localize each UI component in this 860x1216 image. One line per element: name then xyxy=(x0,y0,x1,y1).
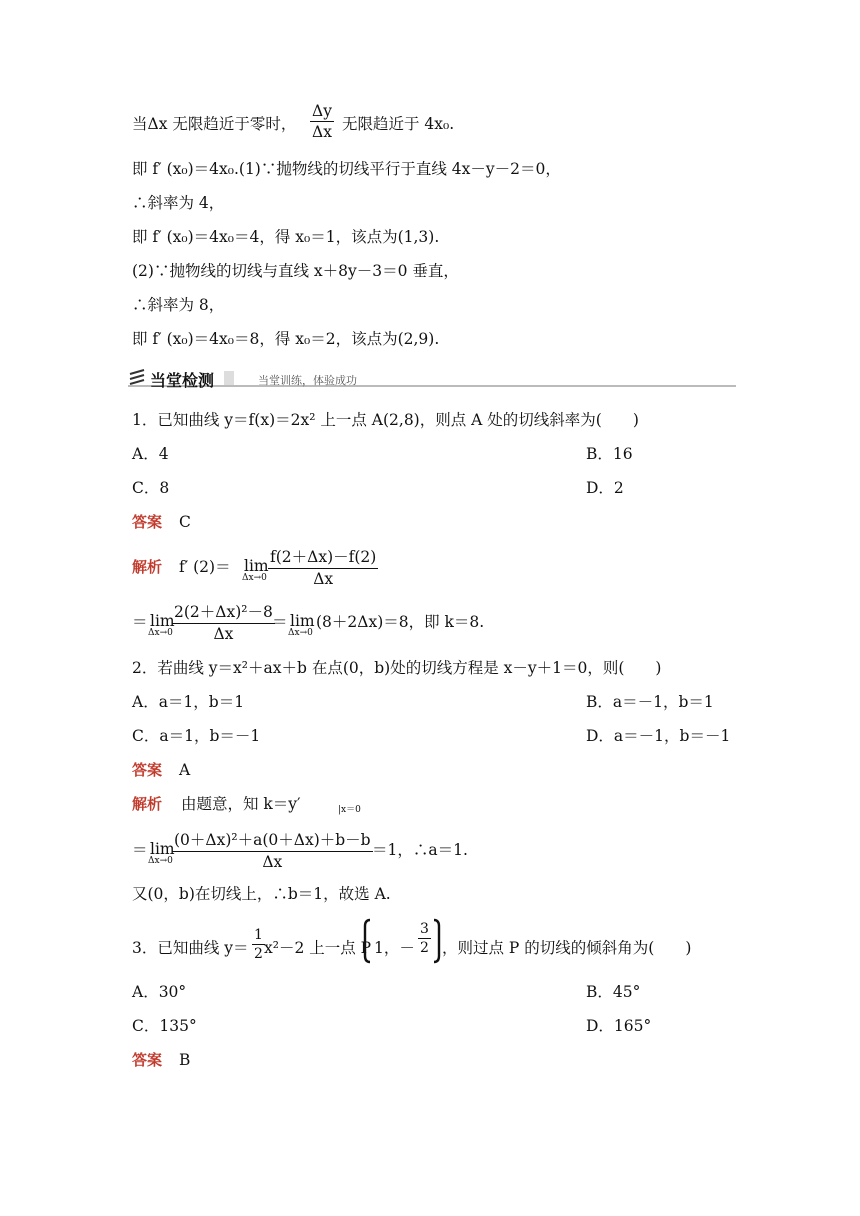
q1-answer-label: 答案 xyxy=(132,513,163,531)
q2-sol2-fraction xyxy=(172,828,373,871)
q2-option-a: A．a＝1，b＝1 xyxy=(132,693,245,711)
q1-sol1-denominator: Δx xyxy=(313,570,334,588)
q1-sol2-pre: ＝ xyxy=(132,613,148,631)
q3-answer-line xyxy=(132,1050,190,1070)
q1-sol2-numerator: 2(2＋Δx)²－8 xyxy=(172,600,275,624)
q1-option-c: C．8 xyxy=(132,479,170,497)
q2-sol1: 由题意，知 k＝y′ xyxy=(180,795,301,813)
line-6: ∴斜率为 8， xyxy=(132,296,225,314)
q3-option-b: B．45° xyxy=(586,983,641,1001)
section-title: 当堂检测 xyxy=(150,371,215,390)
line-1-pre: 当Δx 无限趋近于零时， xyxy=(132,115,297,133)
q1-answer-value: C xyxy=(178,513,191,531)
line-2: 即 f′ (x₀)＝4x₀.(1)∵抛物线的切线平行于直线 4x－y－2＝0， xyxy=(132,160,561,178)
right-bracket-icon xyxy=(432,918,442,964)
q3-half-fraction xyxy=(252,927,265,962)
q3-point-a: 1，－ xyxy=(374,939,415,957)
section-header xyxy=(128,368,736,390)
q3-stem-mid: x²－2 上一点 P xyxy=(264,939,372,957)
q3-stem-pre: 3．已知曲线 y＝ xyxy=(132,939,249,957)
q2-sol1-sub: |x＝0 xyxy=(338,805,361,815)
q2-sol2-denominator: Δx xyxy=(262,853,283,871)
line-5: (2)∵抛物线的切线与直线 x＋8y－3＝0 垂直， xyxy=(132,262,459,280)
q1-sol2-denominator: Δx xyxy=(213,625,234,643)
q1-sol2-post: (8＋2Δx)＝8，即 k＝8. xyxy=(316,613,485,631)
q1-lim-1-sub: Δx→0 xyxy=(242,573,267,583)
q3-point-fraction xyxy=(418,921,431,956)
q3-point-bracket-right xyxy=(432,918,442,968)
q1-lim-3-text: lim xyxy=(290,612,315,630)
q2-option-b: B．a＝－1，b＝1 xyxy=(586,693,714,711)
q3-stem-post: ，则过点 P 的切线的倾斜角为( ) xyxy=(442,939,692,957)
q1-option-a: A．4 xyxy=(132,445,169,463)
q1-lim-2-text: lim xyxy=(150,612,175,630)
line-1-post: 无限趋近于 4x₀. xyxy=(342,115,455,133)
section-header-decoration xyxy=(128,368,736,390)
fraction-denominator: Δx xyxy=(312,123,332,141)
q3-point-numerator: 3 xyxy=(420,921,429,937)
q3-answer-label: 答案 xyxy=(132,1051,163,1069)
q2-analysis-line-1 xyxy=(132,794,301,814)
q1-option-b: B．16 xyxy=(586,445,633,463)
line-7: 即 f′ (x₀)＝4x₀＝8，得 x₀＝2，该点为(2,9). xyxy=(132,330,440,348)
q2-answer-value: A xyxy=(178,761,191,779)
q1-stem: 1．已知曲线 y＝f(x)＝2x² 上一点 A(2,8)，则点 A 处的切线斜率为( ) xyxy=(132,411,639,429)
q1-analysis-label: 解析 xyxy=(132,558,163,576)
q2-sol3: 又(0，b)在切线上，∴b＝1，故选 A. xyxy=(132,885,391,903)
q1-sol1-numerator: f(2＋Δx)－f(2) xyxy=(268,545,378,569)
q2-analysis-label: 解析 xyxy=(132,795,163,813)
q1-lim-1 xyxy=(242,557,269,583)
q3-half-denominator: 2 xyxy=(254,946,263,962)
q3-option-c: C．135° xyxy=(132,1017,197,1035)
q1-option-d: D．2 xyxy=(586,479,624,497)
left-bracket-icon xyxy=(362,918,372,964)
line-1 xyxy=(132,114,296,134)
q1-lim-2 xyxy=(148,612,175,638)
q2-lim-text: lim xyxy=(150,840,175,858)
q1-lim-3 xyxy=(288,612,315,638)
section-subtitle: 当堂训练，体验成功 xyxy=(258,374,357,387)
q2-sol2-numerator: (0＋Δx)²＋a(0＋Δx)＋b－b xyxy=(172,828,373,852)
line-3: ∴斜率为 4， xyxy=(132,194,225,212)
q1-sol2-mid: ＝ xyxy=(272,613,288,631)
q1-lim-3-sub: Δx→0 xyxy=(288,628,313,638)
q2-stem: 2．若曲线 y＝x²＋ax＋b 在点(0，b)处的切线方程是 x－y＋1＝0，则( ) xyxy=(132,659,662,677)
line-4: 即 f′ (x₀)＝4x₀＝4，得 x₀＝1，该点为(1,3). xyxy=(132,228,440,246)
q3-option-a: A．30° xyxy=(132,983,187,1001)
q3-point-denominator: 2 xyxy=(420,940,429,956)
q2-option-c: C．a＝1，b＝－1 xyxy=(132,727,261,745)
q2-answer-label: 答案 xyxy=(132,761,163,779)
q3-answer-value: B xyxy=(178,1051,191,1069)
q2-sol2-post: ＝1，∴a＝1. xyxy=(372,841,468,859)
q2-option-d: D．a＝－1，b＝－1 xyxy=(586,727,731,745)
q3-half-numerator: 1 xyxy=(254,927,263,943)
fraction-dy-dx xyxy=(310,102,334,141)
q2-lim-sub: Δx→0 xyxy=(148,856,173,866)
q2-lim xyxy=(148,840,175,866)
q2-answer-line xyxy=(132,760,190,780)
q1-lim-1-text: lim xyxy=(244,557,269,575)
q1-analysis-line-1 xyxy=(132,557,231,577)
q1-sol1-fraction xyxy=(268,545,378,588)
q1-sol1-pre: f′ (2)＝ xyxy=(178,558,231,576)
q2-sol2-pre: ＝ xyxy=(132,841,148,859)
q1-lim-2-sub: Δx→0 xyxy=(148,628,173,638)
q3-option-d: D．165° xyxy=(586,1017,652,1035)
q1-sol2-fraction xyxy=(172,600,275,643)
q1-answer-line xyxy=(132,512,191,532)
fraction-numerator: Δy xyxy=(312,102,332,120)
q3-point-bracket-left xyxy=(362,918,372,968)
